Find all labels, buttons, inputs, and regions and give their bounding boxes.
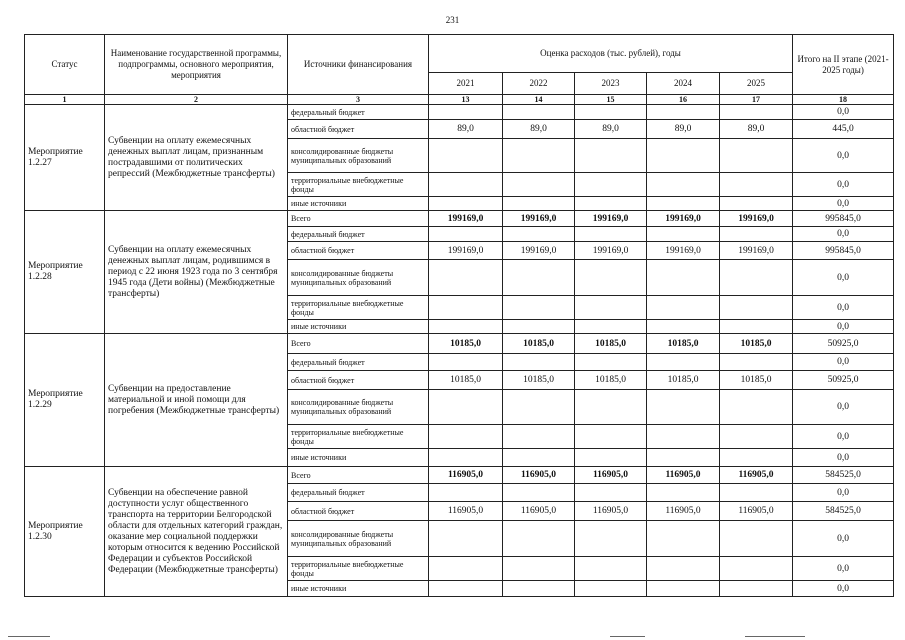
year-value-cell — [720, 484, 793, 502]
year-value-cell — [503, 354, 575, 371]
funding-source-cell: территориальные внебюджетные фонды — [288, 425, 429, 449]
funding-source-cell: территориальные внебюджетные фонды — [288, 296, 429, 320]
table-row — [25, 105, 894, 120]
year-value-cell — [720, 139, 793, 173]
year-value-cell: 116905,0 — [575, 502, 647, 521]
year-value-cell: 116905,0 — [429, 502, 503, 521]
header-total: Итого на II этапе (2021-2025 годы) — [793, 35, 894, 95]
year-value-cell — [429, 484, 503, 502]
funding-source-cell: консолидированные бюджеты муниципальных образований — [288, 260, 429, 296]
funding-source-cell: Всего — [288, 211, 429, 227]
year-value-cell: 10185,0 — [647, 334, 720, 354]
year-value-cell — [503, 296, 575, 320]
year-value-cell — [647, 484, 720, 502]
year-value-cell — [720, 354, 793, 371]
header-year: 2021 — [429, 73, 503, 95]
year-value-cell — [575, 484, 647, 502]
year-value-cell — [503, 581, 575, 597]
column-number: 2 — [105, 95, 288, 105]
year-value-cell: 89,0 — [720, 120, 793, 139]
year-value-cell — [575, 260, 647, 296]
year-value-cell: 116905,0 — [720, 502, 793, 521]
year-value-cell: 199169,0 — [429, 211, 503, 227]
year-value-cell — [575, 173, 647, 197]
column-number: 14 — [503, 95, 575, 105]
year-value-cell — [720, 105, 793, 120]
year-value-cell: 199169,0 — [575, 211, 647, 227]
year-value-cell — [720, 296, 793, 320]
year-value-cell: 89,0 — [503, 120, 575, 139]
funding-source-cell: Всего — [288, 467, 429, 484]
column-number: 13 — [429, 95, 503, 105]
year-value-cell — [720, 581, 793, 597]
total-cell: 0,0 — [793, 105, 894, 120]
budget-table — [24, 34, 894, 597]
year-value-cell — [575, 227, 647, 242]
year-value-cell — [429, 354, 503, 371]
footer-line — [8, 636, 50, 637]
year-value-cell — [720, 449, 793, 467]
total-cell: 0,0 — [793, 521, 894, 557]
total-cell: 0,0 — [793, 139, 894, 173]
year-value-cell: 199169,0 — [720, 211, 793, 227]
total-cell: 0,0 — [793, 197, 894, 211]
year-value-cell: 199169,0 — [720, 242, 793, 260]
total-cell: 995845,0 — [793, 242, 894, 260]
measure-name-cell: Субвенции на оплату ежемесячных денежных выплат лицам, признанным пострадавшими от политических репрессий (Межбюджетные трансферты) — [105, 105, 288, 211]
status-cell: Мероприятие 1.2.30 — [25, 467, 105, 597]
year-value-cell: 116905,0 — [647, 502, 720, 521]
year-value-cell — [647, 320, 720, 334]
footer-line — [745, 636, 805, 637]
year-value-cell — [720, 390, 793, 425]
year-value-cell — [647, 227, 720, 242]
total-cell: 0,0 — [793, 425, 894, 449]
funding-source-cell: федеральный бюджет — [288, 227, 429, 242]
year-value-cell — [429, 557, 503, 581]
year-value-cell — [503, 139, 575, 173]
total-cell: 584525,0 — [793, 467, 894, 484]
page-number: 231 — [445, 15, 460, 25]
year-value-cell — [575, 557, 647, 581]
year-value-cell — [503, 521, 575, 557]
year-value-cell — [647, 581, 720, 597]
year-value-cell — [575, 197, 647, 211]
year-value-cell — [647, 521, 720, 557]
funding-source-cell: территориальные внебюджетные фонды — [288, 173, 429, 197]
total-cell: 445,0 — [793, 120, 894, 139]
year-value-cell: 199169,0 — [503, 211, 575, 227]
year-value-cell — [429, 197, 503, 211]
year-value-cell — [720, 320, 793, 334]
year-value-cell — [720, 227, 793, 242]
column-number: 17 — [720, 95, 793, 105]
funding-source-cell: консолидированные бюджеты муниципальных образований — [288, 521, 429, 557]
year-value-cell: 199169,0 — [575, 242, 647, 260]
year-value-cell — [720, 197, 793, 211]
table-row — [25, 467, 894, 484]
total-cell: 50925,0 — [793, 334, 894, 354]
funding-source-cell: областной бюджет — [288, 242, 429, 260]
year-value-cell — [429, 449, 503, 467]
year-value-cell — [720, 173, 793, 197]
year-value-cell — [429, 105, 503, 120]
year-value-cell — [575, 581, 647, 597]
year-value-cell: 116905,0 — [503, 467, 575, 484]
total-cell: 995845,0 — [793, 211, 894, 227]
total-cell: 50925,0 — [793, 371, 894, 390]
year-value-cell: 10185,0 — [720, 371, 793, 390]
header-name: Наименование государственной программы, подпрограммы, основного мероприятия, мероприятия — [105, 35, 288, 95]
column-number: 15 — [575, 95, 647, 105]
total-cell: 0,0 — [793, 354, 894, 371]
year-value-cell: 89,0 — [647, 120, 720, 139]
year-value-cell — [503, 197, 575, 211]
funding-source-cell: территориальные внебюджетные фонды — [288, 557, 429, 581]
year-value-cell: 10185,0 — [575, 371, 647, 390]
total-cell: 0,0 — [793, 320, 894, 334]
year-value-cell: 10185,0 — [503, 371, 575, 390]
year-value-cell: 199169,0 — [429, 242, 503, 260]
year-value-cell — [647, 139, 720, 173]
year-value-cell: 116905,0 — [647, 467, 720, 484]
year-value-cell — [575, 105, 647, 120]
year-value-cell — [429, 521, 503, 557]
year-value-cell: 199169,0 — [503, 242, 575, 260]
header-year: 2025 — [720, 73, 793, 95]
total-cell: 0,0 — [793, 449, 894, 467]
funding-source-cell: федеральный бюджет — [288, 105, 429, 120]
funding-source-cell: консолидированные бюджеты муниципальных образований — [288, 139, 429, 173]
header-estimate: Оценка расходов (тыс. рублей), годы — [429, 35, 793, 73]
table-row — [25, 334, 894, 354]
year-value-cell — [503, 390, 575, 425]
year-value-cell — [647, 354, 720, 371]
funding-source-cell: иные источники — [288, 320, 429, 334]
year-value-cell — [575, 521, 647, 557]
year-value-cell — [647, 425, 720, 449]
year-value-cell — [647, 260, 720, 296]
year-value-cell — [720, 521, 793, 557]
header-year: 2023 — [575, 73, 647, 95]
year-value-cell — [503, 173, 575, 197]
year-value-cell — [429, 173, 503, 197]
status-cell: Мероприятие 1.2.27 — [25, 105, 105, 211]
year-value-cell — [429, 390, 503, 425]
year-value-cell: 10185,0 — [503, 334, 575, 354]
year-value-cell — [575, 390, 647, 425]
year-value-cell: 199169,0 — [647, 211, 720, 227]
year-value-cell — [647, 105, 720, 120]
table-row — [25, 211, 894, 227]
total-cell: 0,0 — [793, 484, 894, 502]
year-value-cell: 10185,0 — [575, 334, 647, 354]
table-body — [25, 105, 894, 597]
year-value-cell — [429, 425, 503, 449]
total-cell: 0,0 — [793, 260, 894, 296]
year-value-cell — [429, 139, 503, 173]
year-value-cell — [575, 296, 647, 320]
year-value-cell — [503, 449, 575, 467]
column-number: 16 — [647, 95, 720, 105]
year-value-cell: 10185,0 — [429, 371, 503, 390]
total-cell: 584525,0 — [793, 502, 894, 521]
funding-source-cell: областной бюджет — [288, 371, 429, 390]
year-value-cell — [503, 484, 575, 502]
year-value-cell — [575, 139, 647, 173]
header-year: 2024 — [647, 73, 720, 95]
year-value-cell — [647, 173, 720, 197]
total-cell: 0,0 — [793, 557, 894, 581]
year-value-cell — [575, 320, 647, 334]
column-number: 18 — [793, 95, 894, 105]
year-value-cell — [503, 320, 575, 334]
header-year: 2022 — [503, 73, 575, 95]
funding-source-cell: областной бюджет — [288, 120, 429, 139]
year-value-cell: 116905,0 — [429, 467, 503, 484]
year-value-cell: 116905,0 — [575, 467, 647, 484]
year-value-cell — [503, 425, 575, 449]
total-cell: 0,0 — [793, 227, 894, 242]
status-cell: Мероприятие 1.2.29 — [25, 334, 105, 467]
column-number: 1 — [25, 95, 105, 105]
year-value-cell — [429, 227, 503, 242]
funding-source-cell: федеральный бюджет — [288, 484, 429, 502]
year-value-cell: 116905,0 — [720, 467, 793, 484]
year-value-cell — [429, 320, 503, 334]
year-value-cell: 89,0 — [575, 120, 647, 139]
year-value-cell — [720, 557, 793, 581]
year-value-cell — [647, 449, 720, 467]
year-value-cell — [429, 260, 503, 296]
measure-name-cell: Субвенции на предоставление материальной и иной помощи для погребения (Межбюджетные трансферты) — [105, 334, 288, 467]
total-cell: 0,0 — [793, 390, 894, 425]
year-value-cell — [647, 557, 720, 581]
year-value-cell — [575, 449, 647, 467]
year-value-cell — [429, 581, 503, 597]
total-cell: 0,0 — [793, 581, 894, 597]
funding-source-cell: иные источники — [288, 581, 429, 597]
year-value-cell — [575, 425, 647, 449]
column-number-row — [25, 95, 894, 105]
year-value-cell: 116905,0 — [503, 502, 575, 521]
funding-source-cell: Всего — [288, 334, 429, 354]
year-value-cell — [647, 296, 720, 320]
year-value-cell: 10185,0 — [720, 334, 793, 354]
funding-source-cell: федеральный бюджет — [288, 354, 429, 371]
year-value-cell: 10185,0 — [647, 371, 720, 390]
column-number: 3 — [288, 95, 429, 105]
year-value-cell — [503, 227, 575, 242]
measure-name-cell: Субвенции на оплату ежемесячных денежных выплат лицам, родившимся в период с 22 июня 1923 года по 3 сентября 1945 года (Дети войны) (Межбюджетные трансферты) — [105, 211, 288, 334]
total-cell: 0,0 — [793, 173, 894, 197]
total-cell: 0,0 — [793, 296, 894, 320]
year-value-cell — [647, 197, 720, 211]
header-sources: Источники финансирования — [288, 35, 429, 95]
funding-source-cell: консолидированные бюджеты муниципальных образований — [288, 390, 429, 425]
year-value-cell — [503, 105, 575, 120]
year-value-cell: 89,0 — [429, 120, 503, 139]
year-value-cell — [720, 260, 793, 296]
year-value-cell — [720, 425, 793, 449]
year-value-cell: 10185,0 — [429, 334, 503, 354]
funding-source-cell: иные источники — [288, 449, 429, 467]
status-cell: Мероприятие 1.2.28 — [25, 211, 105, 334]
year-value-cell: 199169,0 — [647, 242, 720, 260]
header-status: Статус — [25, 35, 105, 95]
year-value-cell — [647, 390, 720, 425]
funding-source-cell: иные источники — [288, 197, 429, 211]
measure-name-cell: Субвенции на обеспечение равной доступности услуг общественного транспорта на территории Белгородской области для отдельных категорий граждан, оказание мер социальной поддержки которым относится к ведению Российской Федерации и субъектов Российской Федерации (Межбюджетные трансферты) — [105, 467, 288, 597]
year-value-cell — [429, 296, 503, 320]
year-value-cell — [503, 260, 575, 296]
year-value-cell — [503, 557, 575, 581]
footer-line — [610, 636, 645, 637]
funding-source-cell: областной бюджет — [288, 502, 429, 521]
year-value-cell — [575, 354, 647, 371]
